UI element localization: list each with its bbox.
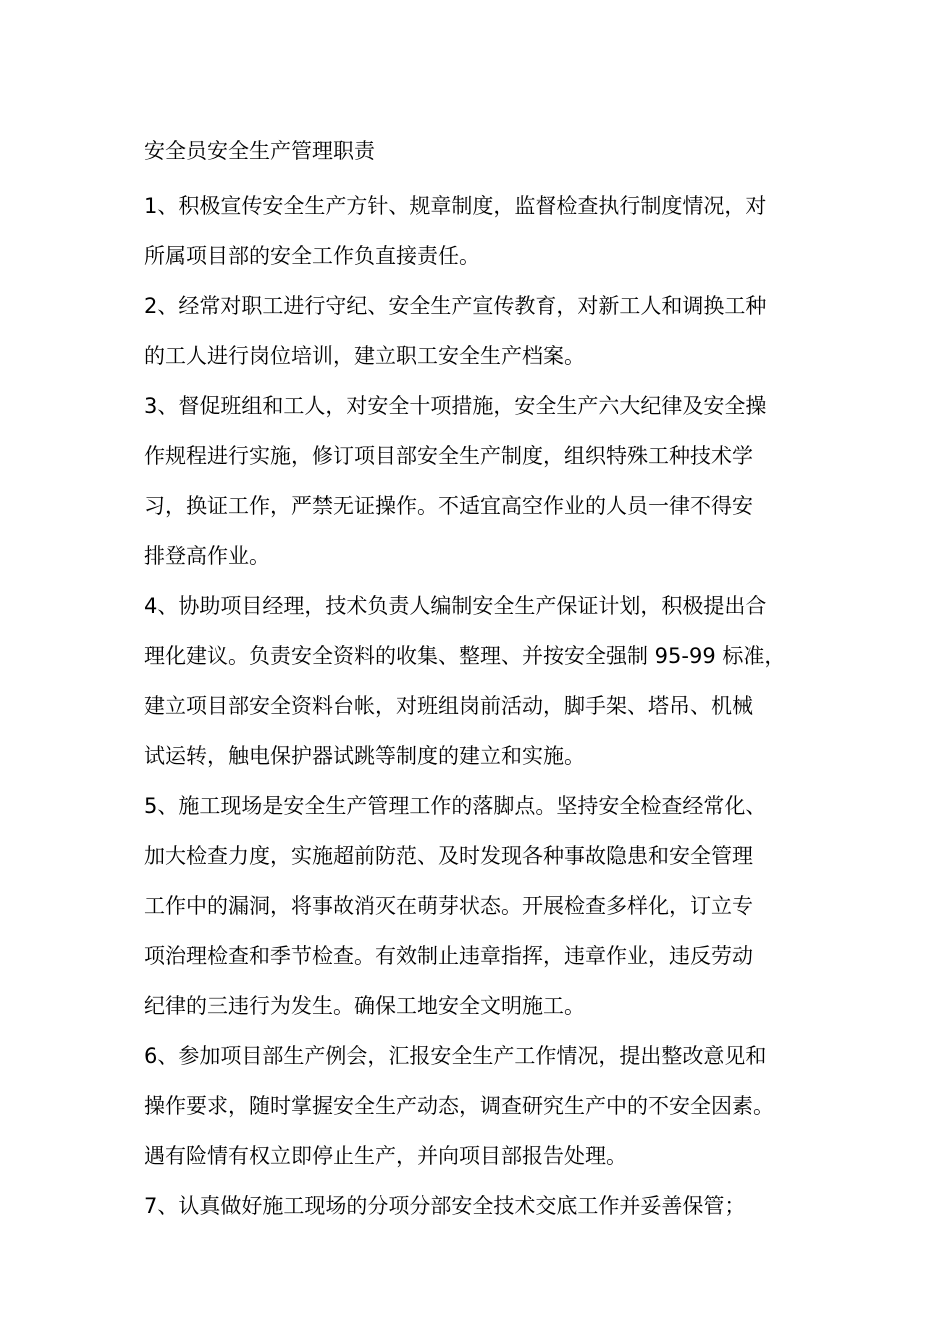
paragraph-3 — [144, 381, 812, 581]
paragraph-line: 理化建议。负责安全资料的收集、整理、并按安全强制 95-99 标准， — [144, 644, 786, 668]
paragraph-line: 4、协助项目经理，技术负责人编制安全生产保证计划，积极提出合 — [144, 594, 767, 618]
paragraph-2 — [144, 281, 812, 381]
paragraph-line: 建立项目部安全资料台帐，对班组岗前活动，脚手架、塔吊、机械 — [144, 694, 753, 718]
paragraph-line: 1、积极宣传安全生产方针、规章制度，监督检查执行制度情况，对 — [144, 194, 767, 218]
paragraph-line: 排登高作业。 — [144, 544, 270, 568]
paragraph-line: 操作要求，随时掌握安全生产动态，调查研究生产中的不安全因素。 — [144, 1094, 774, 1118]
paragraph-6 — [144, 1031, 812, 1181]
paragraph-line: 3、督促班组和工人，对安全十项措施，安全生产六大纪律及安全操 — [144, 394, 767, 418]
paragraph-line: 试运转，触电保护器试跳等制度的建立和实施。 — [144, 744, 585, 768]
paragraph-5 — [144, 781, 812, 1031]
paragraph-line: 所属项目部的安全工作负直接责任。 — [144, 244, 480, 268]
document-page — [144, 131, 812, 1231]
paragraph-line: 的工人进行岗位培训，建立职工安全生产档案。 — [144, 344, 585, 368]
paragraph-line: 习，换证工作，严禁无证操作。不适宜高空作业的人员一律不得安 — [144, 494, 753, 518]
paragraph-line: 遇有险情有权立即停止生产，并向项目部报告处理。 — [144, 1144, 627, 1168]
paragraph-1 — [144, 181, 812, 281]
paragraph-line: 5、施工现场是安全生产管理工作的落脚点。坚持安全检查经常化、 — [144, 794, 767, 818]
paragraph-line: 2、经常对职工进行守纪、安全生产宣传教育，对新工人和调换工种 — [144, 294, 767, 318]
paragraph-line: 项治理检查和季节检查。有效制止违章指挥，违章作业，违反劳动 — [144, 944, 753, 968]
paragraph-line: 作规程进行实施，修订项目部安全生产制度，组织特殊工种技术学 — [144, 444, 753, 468]
paragraph-line: 加大检查力度，实施超前防范、及时发现各种事故隐患和安全管理 — [144, 844, 753, 868]
paragraph-line: 6、参加项目部生产例会，汇报安全生产工作情况，提出整改意见和 — [144, 1044, 767, 1068]
paragraph-line: 纪律的三违行为发生。确保工地安全文明施工。 — [144, 994, 585, 1018]
paragraph-4 — [144, 581, 812, 781]
document-title: 安全员安全生产管理职责 — [144, 139, 375, 163]
paragraph-line: 7、认真做好施工现场的分项分部安全技术交底工作并妥善保管； — [144, 1194, 746, 1218]
paragraph-7 — [144, 1181, 812, 1231]
paragraph-line: 工作中的漏洞，将事故消灭在萌芽状态。开展检查多样化，订立专 — [144, 894, 753, 918]
